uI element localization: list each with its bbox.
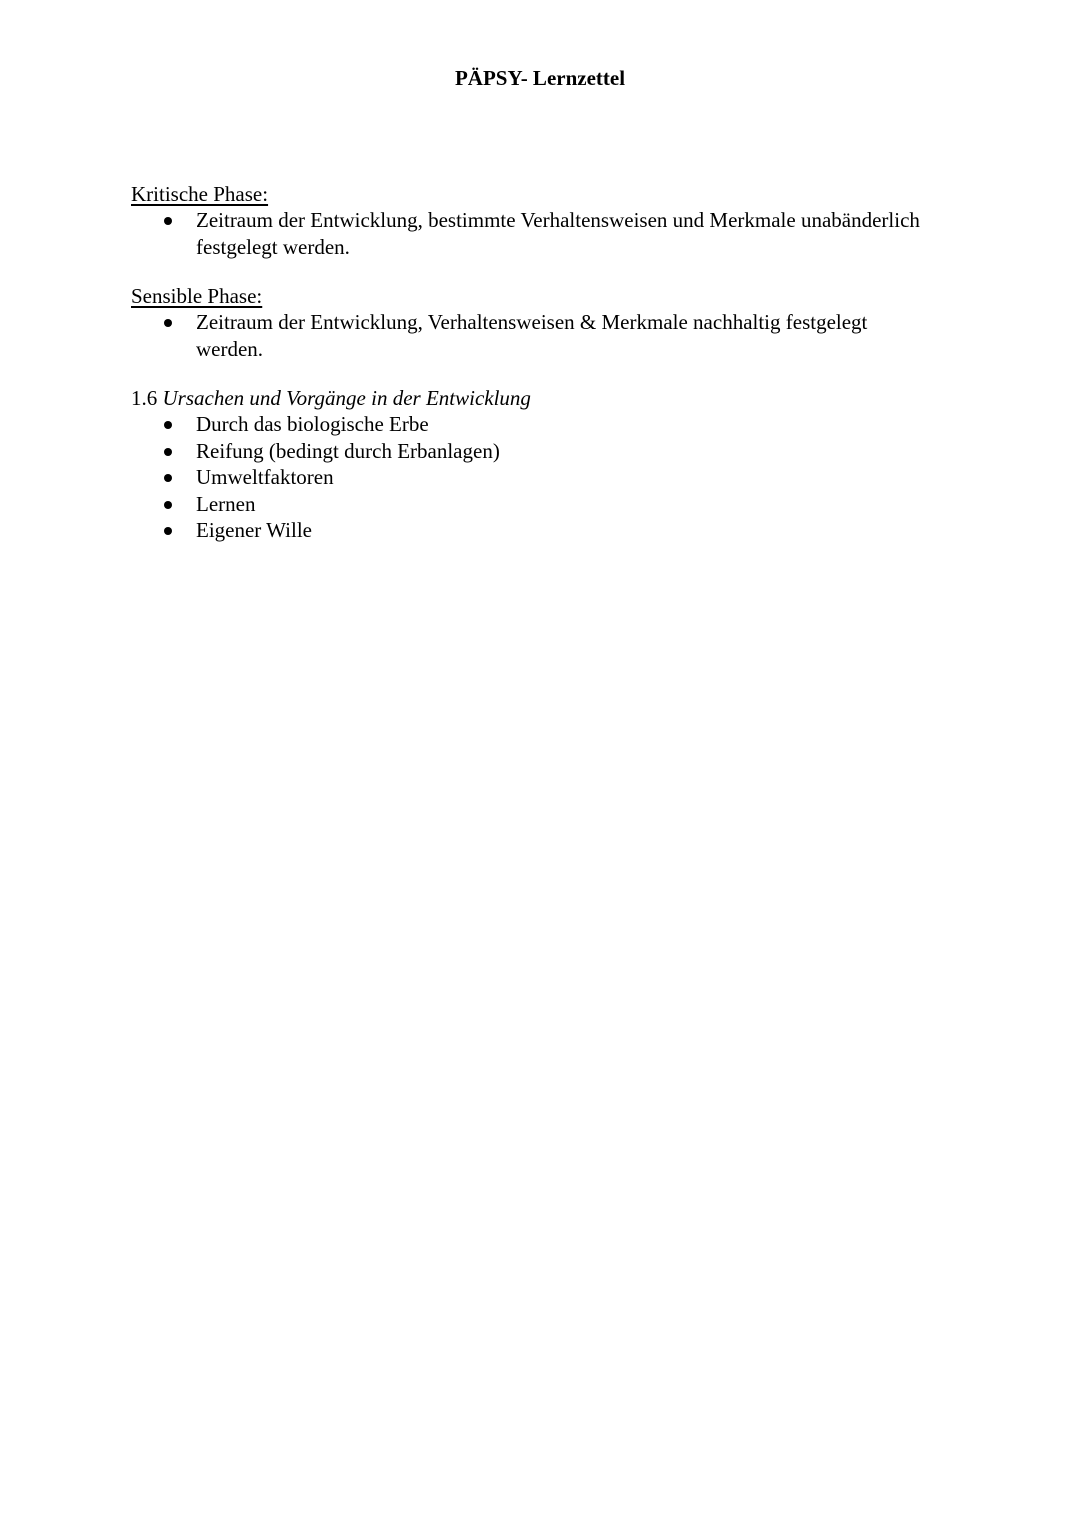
bullet-icon [164, 319, 172, 327]
section-heading [131, 385, 971, 411]
list-item-text: Reifung (bedingt durch Erbanlagen) [196, 438, 500, 463]
bullet-icon [164, 448, 172, 456]
list-item [131, 438, 971, 465]
list-item [131, 309, 971, 362]
list-item [131, 464, 971, 491]
bullet-icon [164, 474, 172, 482]
section-heading-text: Kritische Phase: [131, 182, 269, 206]
bullet-list [131, 411, 971, 544]
list-item-text: Zeitraum der Entwicklung, bestimmte Verhaltensweisen und Merkmale unabänderlich festgelegt werden. [196, 208, 920, 259]
section-heading-text: Ursachen und Vorgänge in der Entwicklung [162, 386, 531, 410]
list-item [131, 411, 971, 438]
list-item-text: Zeitraum der Entwicklung, Verhaltensweisen & Merkmale nachhaltig festgelegt werden. [196, 310, 868, 361]
list-item-text: Umweltfaktoren [196, 465, 334, 489]
section-heading [131, 283, 971, 309]
bullet-list [131, 309, 971, 362]
section-heading [131, 181, 971, 207]
section-number: 1.6 [131, 386, 158, 410]
section-heading-text: Sensible Phase: [131, 284, 263, 308]
list-item-text: Eigener Wille [196, 518, 312, 542]
section-sensible-phase [131, 283, 971, 362]
bullet-icon [164, 527, 172, 535]
bullet-icon [164, 217, 172, 225]
list-item [131, 491, 971, 518]
list-item-text: Durch das biologische Erbe [196, 412, 429, 436]
bullet-list [131, 207, 971, 260]
list-item [131, 207, 971, 260]
bullet-icon [164, 501, 172, 509]
list-item-text: Lernen [196, 491, 256, 516]
section-ursachen [131, 385, 971, 544]
section-kritische-phase [131, 181, 971, 260]
list-item [131, 517, 971, 544]
document-title: PÄPSY- Lernzettel [454, 66, 626, 90]
bullet-icon [164, 421, 172, 429]
